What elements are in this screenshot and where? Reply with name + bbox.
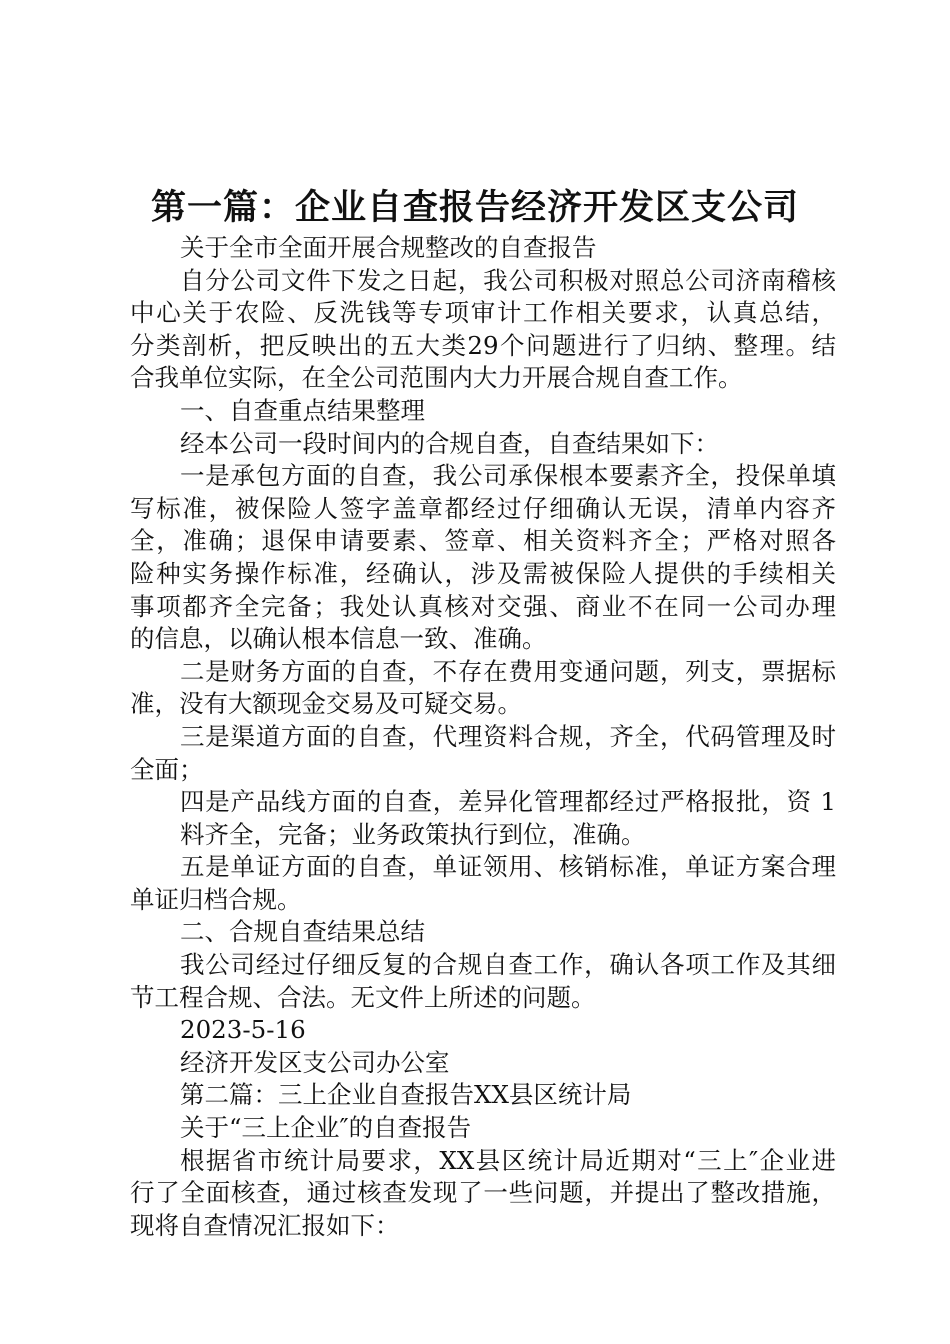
text-line: 现将自查情况汇报如下： — [130, 1210, 400, 1240]
document-signature: 经济开发区支公司办公室 — [180, 1047, 450, 1077]
section-heading: 二、合规自查结果总结 — [180, 917, 425, 947]
text-line: 我公司经过仔细反复的合规自查工作，确认各项工作及其细 — [180, 950, 836, 980]
text-line: 事项都齐全完备；我处认真核对交强、商业不在同一公司办理 — [130, 591, 836, 621]
section-heading: 一、自查重点结果整理 — [180, 395, 425, 425]
text-line: 关于全市全面开展合规整改的自查报告 — [180, 233, 597, 262]
text-line: 中心关于农险、反洗钱等专项审计工作相关要求，认真总结， — [130, 298, 836, 328]
text-line: 节工程合规、合法。无文件上所述的问题。 — [130, 982, 596, 1012]
text-line: 三是渠道方面的自查，代理资料合规，齐全，代码管理及时 — [180, 721, 836, 751]
text-line: 四是产品线方面的自查，差异化管理都经过严格报批，资 1 — [180, 787, 836, 817]
text-line: 合我单位实际，在全公司范围内大力开展合规自查工作。 — [130, 363, 743, 393]
text-line: 一是承包方面的自查，我公司承保根本要素齐全，投保单填 — [180, 461, 836, 491]
text-line: 关于“三上企业″的自查报告 — [180, 1113, 472, 1143]
text-line: 全，准确；退保申请要素、签章、相关资料齐全；严格对照各 — [130, 526, 836, 556]
text-line: 写标准，被保险人签字盖章都经过仔细确认无误，清单内容齐 — [130, 493, 836, 523]
document-title: 第一篇：企业自查报告经济开发区支公司 — [150, 188, 799, 228]
document-date: 2023-5-16 — [180, 1015, 306, 1045]
document-body — [130, 232, 836, 1242]
text-line: 自分公司文件下发之日起，我公司积极对照总公司济南稽核 — [180, 265, 836, 295]
text-line: 行了全面核查，通过核查发现了一些问题，并提出了整改措施， — [130, 1178, 836, 1208]
text-line: 二是财务方面的自查，不存在费用变通问题，列支，票据标 — [180, 656, 836, 686]
text-line: 分类剖析，把反映出的五大类29个问题进行了归纳、整理。结 — [130, 330, 836, 360]
second-article-title: 第二篇：三上企业自查报告XX县区统计局 — [180, 1080, 632, 1110]
text-line: 单证归档合规。 — [130, 884, 302, 914]
text-line: 全面； — [130, 754, 204, 784]
text-line: 五是单证方面的自查，单证领用、核销标准，单证方案合理 — [180, 852, 836, 882]
text-line: 料齐全，完备；业务政策执行到位，准确。 — [180, 819, 646, 849]
text-line: 经本公司一段时间内的合规自查，自查结果如下： — [180, 428, 719, 458]
text-line: 根据省市统计局要求，XX县区统计局近期对“三上″企业进 — [180, 1145, 836, 1175]
text-line: 险种实务操作标准，经确认，涉及需被保险人提供的手续相关 — [130, 558, 836, 588]
text-line: 准，没有大额现金交易及可疑交易。 — [130, 689, 522, 719]
text-line: 的信息，以确认根本信息一致、准确。 — [130, 624, 547, 654]
